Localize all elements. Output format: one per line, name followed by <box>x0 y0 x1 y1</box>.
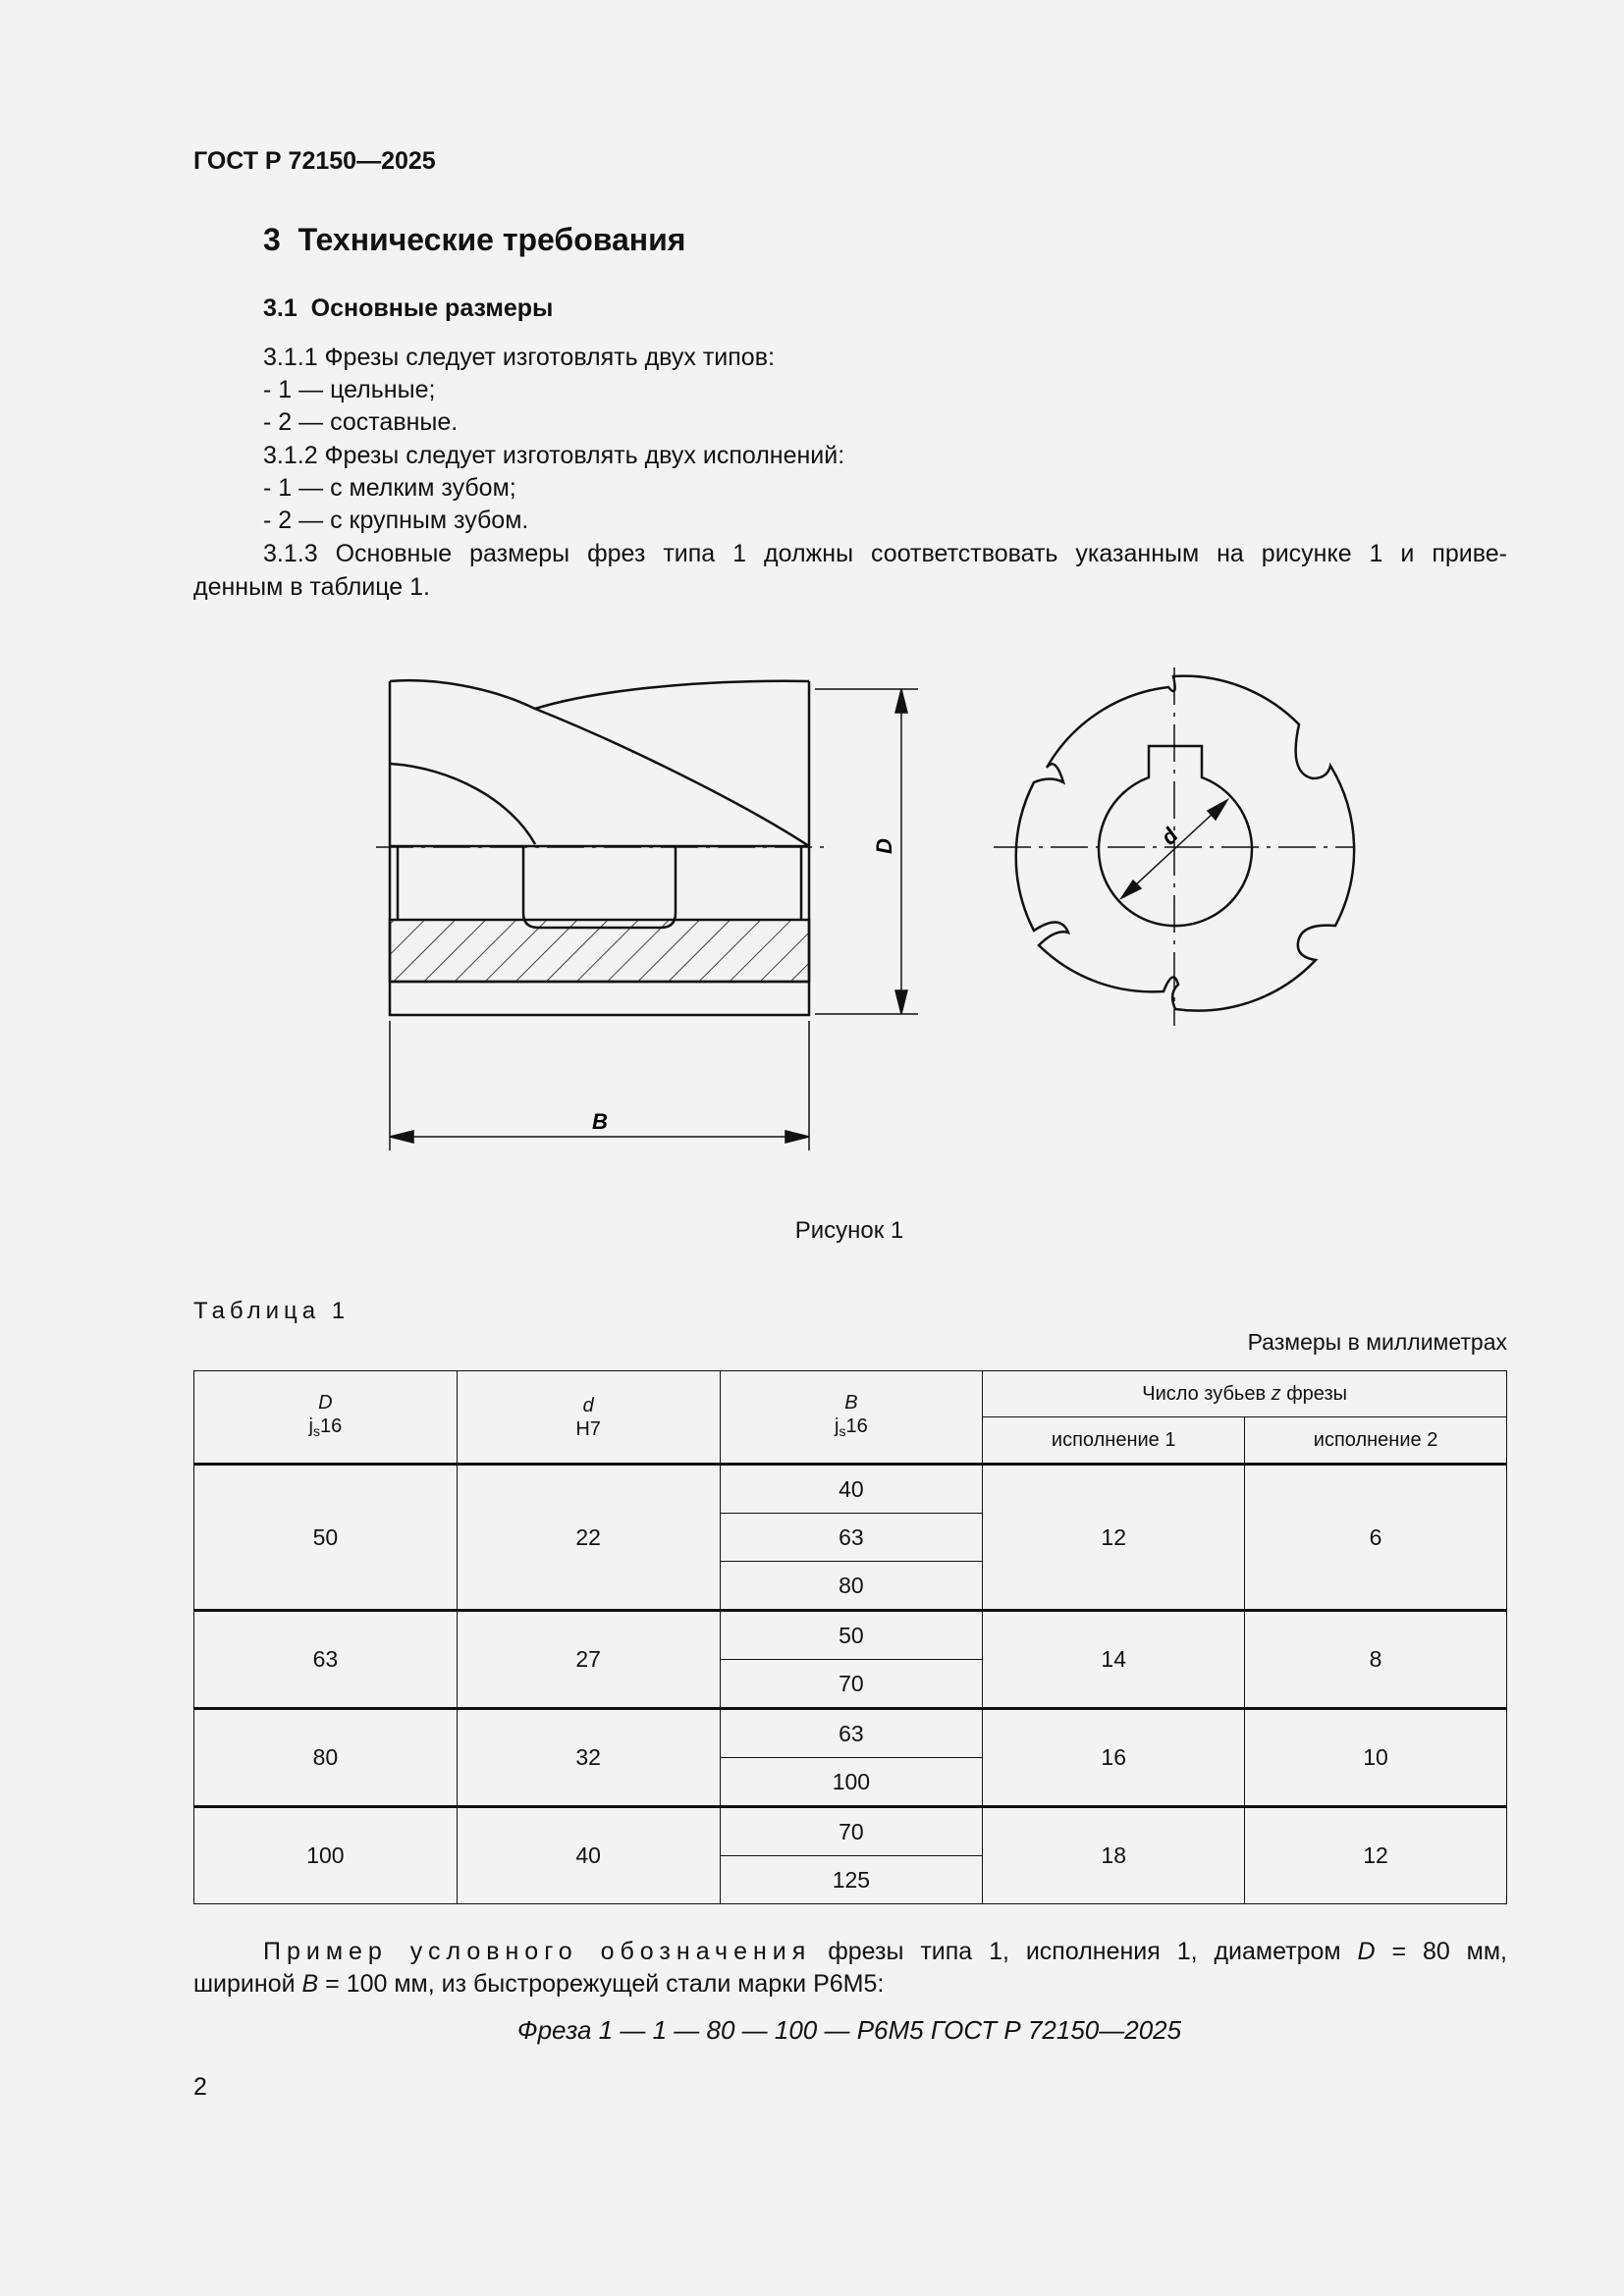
header-B: B $j_s16$ <box>720 1371 983 1465</box>
table-row <box>194 1807 1507 1856</box>
cell-z1: 14 <box>983 1611 1245 1709</box>
section-title-text: Технические требования <box>298 222 686 257</box>
list-item: - 1 — цельные; <box>263 376 436 403</box>
dimension-d-label: d <box>1156 823 1183 850</box>
page-number: 2 <box>193 2073 207 2101</box>
table-units: Размеры в миллиметрах <box>1247 1329 1507 1355</box>
example-lead: Пример условного обозначения <box>263 1938 812 1965</box>
cell-B: 63 <box>720 1514 983 1562</box>
cutter-front-view <box>1016 676 1354 1011</box>
cell-z2: 12 <box>1245 1807 1507 1904</box>
cell-d: 22 <box>457 1465 720 1611</box>
cell-z2: 6 <box>1245 1465 1507 1611</box>
table-row <box>194 1611 1507 1660</box>
cell-B: 40 <box>720 1465 983 1514</box>
cell-D: 100 <box>194 1807 458 1904</box>
example-paragraph: Пример условного обозначения фрезы типа 1, исполнения 1, диаметром D = 80 мм, <box>263 1938 1507 1965</box>
cell-B: 70 <box>720 1660 983 1709</box>
header-teeth: Число зубьев z фрезы <box>983 1371 1507 1417</box>
paragraph-3-1-2: 3.1.2 Фрезы следует изготовлять двух исполнений: <box>263 442 845 469</box>
paragraph-3-1-3-continuation: денным в таблице 1. <box>193 573 430 601</box>
table-row <box>194 1709 1507 1758</box>
cell-B: 100 <box>720 1758 983 1807</box>
cell-D: 50 <box>194 1465 458 1611</box>
list-item: - 2 — составные. <box>263 408 459 436</box>
cell-B: 70 <box>720 1807 983 1856</box>
section-title <box>263 222 685 258</box>
cell-B: 50 <box>720 1611 983 1660</box>
dimension-B-label: B <box>592 1109 608 1134</box>
cell-z1: 18 <box>983 1807 1245 1904</box>
example-paragraph-continuation: шириной B = 100 мм, из быстрорежущей стали марки Р6М5: <box>193 1970 885 1998</box>
list-item: - 1 — с мелким зубом; <box>263 474 516 502</box>
cell-d: 32 <box>457 1709 720 1807</box>
table-row <box>194 1465 1507 1514</box>
subsection-title <box>263 294 553 323</box>
document-code: ГОСТ Р 72150—2025 <box>193 147 436 175</box>
subsection-number: 3.1 <box>263 294 298 322</box>
table-header-row <box>194 1371 1507 1417</box>
cell-D: 63 <box>194 1611 458 1709</box>
cell-d: 27 <box>457 1611 720 1709</box>
cell-z1: 16 <box>983 1709 1245 1807</box>
cell-B: 80 <box>720 1562 983 1611</box>
dimensions-table <box>193 1370 1507 1904</box>
dimension-D <box>815 689 918 1014</box>
cell-D: 80 <box>194 1709 458 1807</box>
list-item: - 2 — с крупным зубом. <box>263 507 529 534</box>
header-variant-2: исполнение 2 <box>1245 1417 1507 1465</box>
cell-z2: 10 <box>1245 1709 1507 1807</box>
header-d: d H7 <box>457 1371 720 1465</box>
header-variant-1: исполнение 1 <box>983 1417 1245 1465</box>
subsection-title-text: Основные размеры <box>310 294 554 322</box>
dimension-D-label: D <box>872 838 896 854</box>
cell-B: 125 <box>720 1856 983 1904</box>
cell-z2: 8 <box>1245 1611 1507 1709</box>
section-number: 3 <box>263 222 281 257</box>
header-D: D $j_s16$ <box>194 1371 458 1465</box>
cell-B: 63 <box>720 1709 983 1758</box>
paragraph-3-1-1: 3.1.1 Фрезы следует изготовлять двух типов: <box>263 344 775 371</box>
cell-d: 40 <box>457 1807 720 1904</box>
cell-z1: 12 <box>983 1465 1245 1611</box>
figure-caption: Рисунок 1 <box>794 1217 904 1244</box>
paragraph-3-1-3: 3.1.3 Основные размеры фрез типа 1 должны соответствовать указанным на рисунке 1 и приве- <box>263 540 1507 567</box>
table-label: Таблица 1 <box>193 1298 351 1324</box>
example-designation: Фреза 1 — 1 — 80 — 100 — Р6М5 ГОСТ Р 72150—2025 <box>516 2015 1182 2045</box>
figure-1-drawing <box>0 648 1624 1178</box>
